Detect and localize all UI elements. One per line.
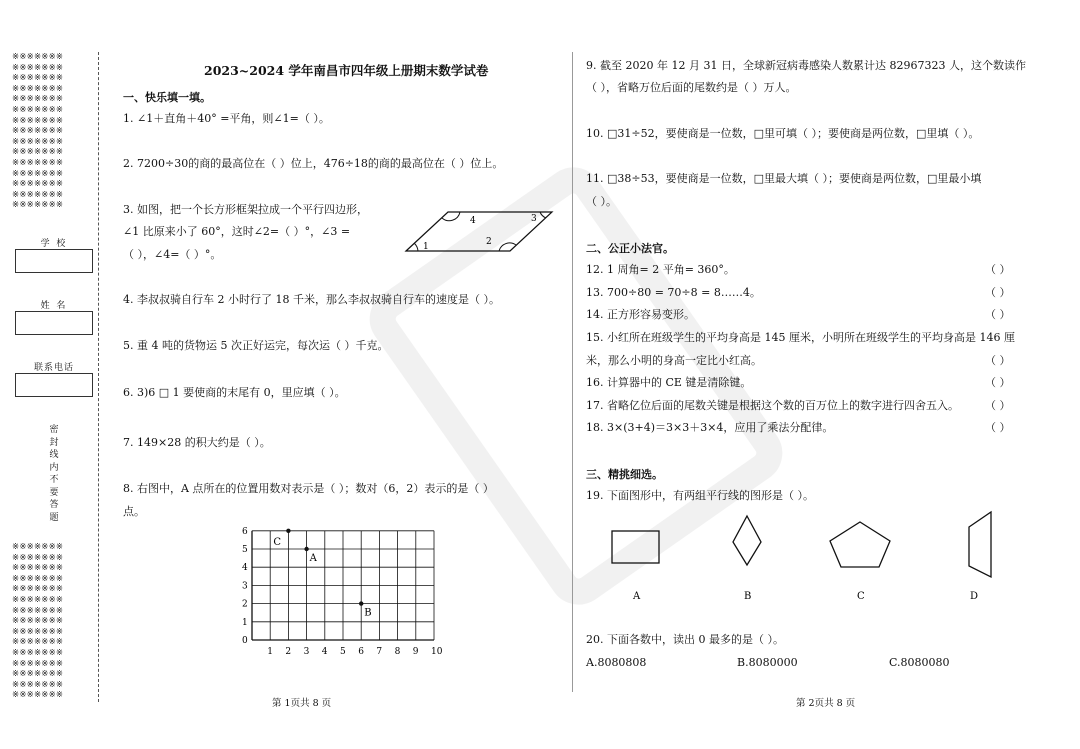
- x-tick-label: 10: [431, 647, 443, 657]
- shape-label-b: B: [744, 591, 752, 602]
- x-tick-label: 2: [285, 647, 292, 657]
- seal-char: 内: [49, 462, 59, 473]
- question-8-line-2: 点。: [123, 505, 145, 518]
- angle-2-label: 2: [486, 237, 492, 247]
- grid-point-b: [359, 601, 363, 605]
- q20-option-a: A.8080808: [586, 656, 647, 669]
- shape-label-d: D: [970, 591, 979, 602]
- answer-parentheses[interactable]: （ ）: [985, 399, 1011, 412]
- q20-option-c: C.8080080: [889, 656, 950, 669]
- q19-shapes: [600, 510, 1010, 610]
- question-20: 20. 下面各数中，读出 0 最多的是（ ）。: [586, 633, 784, 646]
- answer-parentheses[interactable]: （ ）: [985, 376, 1011, 389]
- page-title: 2023~2024 学年南昌市四年级上册期末数学试卷: [204, 63, 489, 78]
- judge-question: 18. 3×(3+4)＝3×3＋3×4，应用了乘法分配律。: [586, 421, 834, 434]
- grid-point-label: B: [364, 607, 372, 619]
- section-2-heading: 二、公正小法官。: [586, 242, 674, 255]
- question-11-line-2: （ ）。: [586, 195, 617, 208]
- y-tick-label: 4: [242, 563, 248, 574]
- judge-question: 米，那么小明的身高一定比小红高。: [586, 354, 762, 367]
- rectangle-shape: [612, 531, 659, 563]
- question-11-line-1: 11. □38÷53，要使商是一位数，□里最大填（ ）；要使商是两位数，□里最小填: [586, 172, 982, 185]
- judge-question: 14. 正方形容易变形。: [586, 308, 695, 321]
- angle-3-label: 3: [531, 214, 537, 224]
- question-9-line-2: （ ），省略万位后面的尾数约是（ ）万人。: [586, 81, 797, 94]
- kite-shape: [733, 516, 761, 565]
- y-tick-label: 1: [242, 617, 248, 628]
- question-3-line-1: 3. 如图，把一个长方形框架拉成一个平行四边形，: [123, 203, 368, 216]
- question-3-line-2: ∠1 比原来小了 60°，这时∠2=（ ）°，∠3 =: [123, 225, 351, 238]
- coordinate-grid: [236, 522, 456, 662]
- question-7: 7. 149×28 的积大约是（ ）。: [123, 436, 271, 449]
- x-tick-label: 1: [267, 647, 273, 657]
- x-tick-label: 8: [394, 647, 401, 657]
- judge-question: 16. 计算器中的 CE 键是清除键。: [586, 376, 752, 389]
- seal-char: 要: [49, 487, 59, 498]
- y-tick-label: 3: [242, 581, 248, 592]
- y-tick-label: 0: [242, 636, 248, 646]
- y-tick-label: 6: [242, 526, 248, 537]
- angle-3-arc: [540, 212, 546, 218]
- parallelogram-figure: [400, 205, 560, 260]
- x-tick-label: 9: [412, 647, 419, 657]
- star-border-top: ※※※※※※※ ※※※※※※※ ※※※※※※※ ※※※※※※※ ※※※※※※※ ※※※※※※※ ※※※※※※※ ※※※※※※※ ※※※※※※※ ※※※※※※※ ※※※※※※※ ※※※※※※※ ※※※※※※※ ※※※※※※※ ※※※※※※※: [12, 52, 64, 211]
- judge-question: 13. 700÷80 = 70÷8 = 8……4。: [586, 286, 761, 299]
- x-tick-label: 6: [358, 647, 364, 657]
- angle-4-arc: [442, 212, 460, 221]
- page-divider: [572, 52, 573, 692]
- question-9-line-1: 9. 截至 2020 年 12 月 31 日，全球新冠病毒感染人数累计达 82967323 人，这个数读作: [586, 59, 1026, 72]
- shape-label-a: A: [633, 591, 641, 602]
- grid-point-label: A: [309, 553, 317, 564]
- school-label: 学 校: [40, 239, 68, 249]
- seal-char: 封: [49, 437, 59, 448]
- seal-char: 密: [49, 425, 59, 435]
- trapezoid-shape: [969, 512, 991, 577]
- binding-line: [98, 52, 99, 702]
- q20-option-b: B.8080000: [737, 656, 798, 669]
- seal-char: 不: [49, 475, 59, 485]
- seal-char: 题: [49, 512, 59, 523]
- angle-1-label: 1: [423, 242, 429, 252]
- question-5: 5. 重 4 吨的货物运 5 次正好运完，每次运（ ）千克。: [123, 339, 389, 352]
- name-field[interactable]: [15, 311, 93, 335]
- seal-notice: [47, 424, 61, 524]
- question-6: 6. 3)6 □ 1 要使商的末尾有 0，里应填（ ）。: [123, 386, 346, 399]
- answer-parentheses[interactable]: （ ）: [985, 263, 1011, 276]
- page-2-footer: 第 2页共 8 页: [796, 698, 856, 709]
- judge-question: 12. 1 周角= 2 平角= 360°。: [586, 263, 735, 276]
- angle-2-arc: [499, 243, 516, 251]
- section-3-heading: 三、精挑细选。: [586, 468, 663, 481]
- answer-parentheses[interactable]: （ ）: [985, 421, 1011, 434]
- school-field[interactable]: [15, 249, 93, 273]
- x-tick-label: 5: [340, 647, 346, 657]
- question-8-line-1: 8. 右图中，A 点所在的位置用数对表示是（ ）；数对（6，2）表示的是（ ）: [123, 482, 494, 495]
- section-1-heading: 一、快乐填一填。: [123, 91, 211, 104]
- phone-field[interactable]: [15, 373, 93, 397]
- seal-char: 答: [49, 500, 59, 510]
- angle-1-arc: [414, 243, 418, 251]
- answer-parentheses[interactable]: （ ）: [985, 354, 1011, 367]
- shape-label-c: C: [857, 591, 865, 602]
- seal-char: 线: [49, 450, 59, 460]
- x-tick-label: 4: [321, 647, 328, 657]
- y-tick-label: 2: [242, 599, 248, 610]
- pentagon-shape: [830, 522, 890, 567]
- grid-point-a: [304, 547, 308, 551]
- y-tick-label: 5: [242, 545, 248, 555]
- x-tick-label: 7: [376, 647, 383, 657]
- judge-question: 17. 省略亿位后面的尾数关键是根据这个数的百万位上的数字进行四舍五入。: [586, 399, 959, 412]
- page-1-footer: 第 1页共 8 页: [272, 698, 332, 709]
- question-10: 10. □31÷52，要使商是一位数，□里可填（ ）；要使商是两位数，□里填（ ）。: [586, 127, 980, 140]
- question-19: 19. 下面图形中，有两组平行线的图形是（ ）。: [586, 489, 814, 502]
- judge-question: 15. 小红所在班级学生的平均身高是 145 厘米，小明所在班级学生的平均身高是 146 厘: [586, 331, 1015, 344]
- question-3-line-3: （ ），∠4=（ ）°。: [123, 248, 222, 261]
- grid-point-c: [286, 529, 290, 533]
- grid-point-label: C: [273, 536, 282, 548]
- answer-parentheses[interactable]: （ ）: [985, 286, 1011, 299]
- answer-parentheses[interactable]: （ ）: [985, 308, 1011, 321]
- name-label: 姓 名: [40, 301, 68, 311]
- star-border-bottom: ※※※※※※※ ※※※※※※※ ※※※※※※※ ※※※※※※※ ※※※※※※※ ※※※※※※※ ※※※※※※※ ※※※※※※※ ※※※※※※※ ※※※※※※※ ※※※※※※※ ※※※※※※※ ※※※※※※※ ※※※※※※※ ※※※※※※※: [12, 542, 64, 701]
- question-1: 1. ∠1＋直角＋40° =平角，则∠1=（ ）。: [123, 112, 330, 125]
- phone-label: 联系电话: [33, 363, 74, 373]
- x-tick-label: 3: [303, 647, 310, 657]
- question-4: 4. 李叔叔骑自行车 2 小时行了 18 千米，那么李叔叔骑自行车的速度是（ ）。: [123, 293, 500, 306]
- question-2: 2. 7200÷30的商的最高位在（ ）位上，476÷18的商的最高位在（ ）位上。: [123, 157, 504, 170]
- angle-4-label: 4: [470, 216, 476, 226]
